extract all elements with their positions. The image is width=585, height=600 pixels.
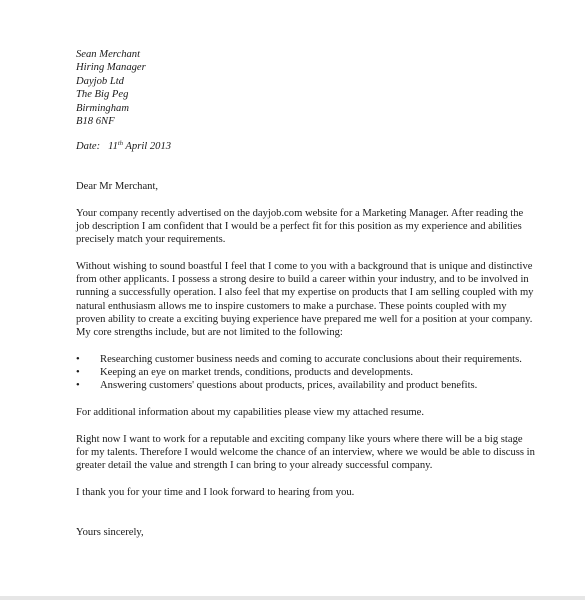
closing: Yours sincerely, (76, 526, 144, 538)
text-line: My core strengths include, but are not limited to the following: (76, 327, 343, 339)
list-item-text: Answering customers' questions about products, prices, availability and product benefits. (100, 380, 478, 392)
text-line: I thank you for your time and I look forward to hearing from you. (76, 486, 355, 498)
text-line: job description I am confident that I would be a perfect fit for this position as my experience and abilities (76, 220, 522, 232)
recipient-company: Dayjob Ltd (76, 75, 124, 87)
bullet-icon: • (76, 367, 80, 379)
bullet-icon: • (76, 380, 80, 392)
list-item-text: Researching customer business needs and coming to accurate conclusions about their requirements. (100, 353, 522, 365)
recipient-postcode: B18 6NF (76, 115, 115, 127)
paragraph-thanks (76, 486, 536, 499)
recipient-name: Sean Merchant (76, 49, 141, 60)
text-line: Right now I want to work for a reputable and exciting company like yours where there will be a big stage (76, 433, 523, 445)
text-line: natural enthusiasm allows me to inspire customers to make a purchase. These points coupled with my (76, 300, 507, 312)
date-suffix: th (117, 140, 123, 147)
core-strengths-list (76, 353, 536, 393)
recipient-address (76, 48, 146, 128)
date-day: 11 (108, 141, 118, 152)
page-bottom-edge (0, 596, 585, 600)
paragraph-interview (76, 433, 536, 473)
date-label: Date: (76, 141, 101, 152)
list-item (76, 353, 536, 366)
list-item (76, 379, 536, 392)
list-item-text: Keeping an eye on market trends, conditions, products and developments. (100, 367, 414, 379)
paragraph-background (76, 260, 536, 340)
text-line: running a successfully operation. I also feel that my expertise on products that I am selling coupled with my (76, 287, 534, 299)
text-line: from other applicants. I possess a strong desire to build a career within your industry, and to be involved in (76, 274, 529, 286)
text-line: Without wishing to sound boastful I feel that I come to you with a background that is unique and distinctive (76, 260, 533, 272)
text-line: For additional information about my capabilities please view my attached resume. (76, 407, 425, 419)
text-line: precisely match your requirements. (76, 234, 226, 246)
text-line: for my talents. Therefore I would welcome the chance of an interview, where we would be able to discuss in (76, 446, 535, 458)
date-rest: April 2013 (125, 141, 172, 152)
recipient-city: Birmingham (76, 102, 129, 114)
paragraph-intro (76, 207, 536, 247)
letter-date (76, 140, 171, 153)
text-line: Your company recently advertised on the dayjob.com website for a Marketing Manager. After reading the (76, 207, 524, 219)
letter-body (76, 180, 536, 539)
salutation: Dear Mr Merchant, (76, 181, 159, 192)
text-line: greater detail the value and strength I can bring to your already successful company. (76, 460, 433, 472)
recipient-title: Hiring Manager (76, 62, 146, 74)
paragraph-additional-info (76, 406, 536, 419)
text-line: proven ability to create a exciting buying experience have prepared me well for a position at your company. (76, 313, 533, 325)
list-item (76, 366, 536, 379)
recipient-street: The Big Peg (76, 89, 129, 101)
bullet-icon: • (76, 353, 80, 365)
